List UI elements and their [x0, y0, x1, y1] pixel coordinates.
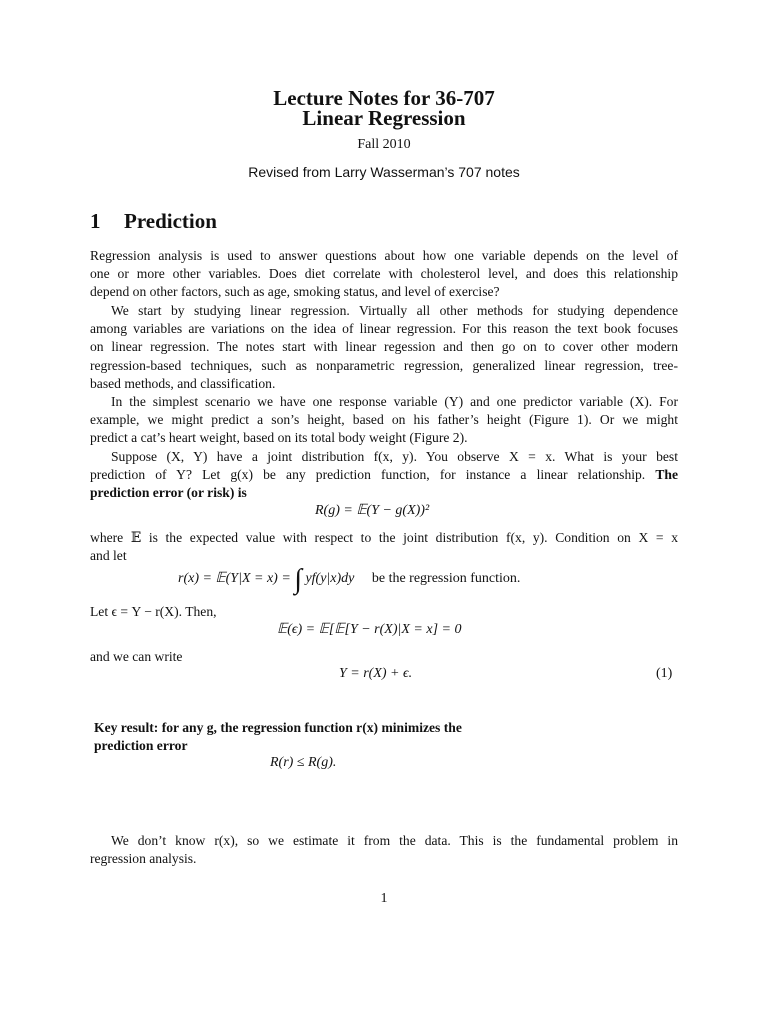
section-heading [90, 209, 217, 234]
paragraph-4 [90, 448, 678, 503]
text-line [90, 466, 678, 484]
equation-risk: R(g) = 𝔼(Y − g(X))² [315, 503, 430, 518]
text-line: predict a cat’s heart weight, based on its total body weight (Figure 2). [90, 430, 468, 446]
title-line-1: Lecture Notes for 36-707 [273, 86, 495, 110]
key-result-line-1: Key result: for any g, the regression function r(x) minimizes the [94, 720, 462, 735]
text-line: In the simplest scenario we have one response variable (Y) and one predictor variable (X). For [111, 394, 678, 409]
text-line: based methods, and classification. [90, 375, 276, 391]
section-title: Prediction [124, 209, 217, 233]
key-result [94, 719, 530, 755]
paragraph-7: and we can write [90, 649, 183, 664]
equation-model: Y = r(X) + ϵ. [339, 666, 413, 681]
text-line: on linear regression. The notes start with linear regession and then go on to cover other modern [90, 339, 678, 355]
text-line: We start by studying linear regression. Virtually all other methods for studying dependence [111, 303, 678, 318]
text-run: prediction of Y? Let g(x) be any prediction function, for instance a linear relationship. [90, 467, 646, 483]
text-line: one or more other variables. Does diet correlate with cholesterol level, and does this relationship [90, 266, 678, 282]
equation-integrand: yf(y|x)dy [305, 571, 355, 586]
equation-text: be the regression function. [371, 571, 521, 586]
bold-run: prediction error (or risk) is [90, 485, 247, 501]
paragraph-3 [90, 393, 678, 448]
text-line [90, 484, 678, 502]
equation-expectation: 𝔼(ϵ) = 𝔼[𝔼[Y − r(X)|X = x] = 0 [277, 622, 462, 637]
title-line-2: Linear Regression [302, 106, 466, 130]
text-line: among variables are variations on the idea of linear regression. For this reason the text book focuses [90, 321, 678, 337]
paragraph-8 [90, 832, 678, 868]
paragraph-1 [90, 247, 678, 302]
paragraph-2 [90, 302, 678, 393]
equation-regression-function [178, 564, 520, 596]
equation-number: (1) [656, 666, 673, 681]
text-line: regression-based techniques, such as nonparametric regression, generalized linear regression, tree- [90, 357, 678, 373]
text-line: example, we might predict a son’s height, based on his father’s height (Figure 1). Or we might [90, 412, 678, 428]
text-line: and let [90, 548, 127, 564]
page-number: 1 [380, 891, 388, 906]
text-line: Regression analysis is used to answer questions about how one variable depends on the level of [90, 248, 678, 263]
paragraph-6: Let ϵ = Y − r(X). Then, [90, 604, 217, 619]
text-line: We don’t know r(x), so we estimate it from the data. This is the fundamental problem in [111, 833, 678, 848]
text-line: regression analysis. [90, 851, 197, 867]
term: Fall 2010 [357, 137, 411, 152]
paragraph-5 [90, 529, 678, 565]
bold-run: The [655, 467, 679, 483]
text-line: Suppose (X, Y) have a joint distribution f(x, y). You observe X = x. What is your best [111, 449, 678, 464]
equation-lhs: r(x) = 𝔼(Y|X = x) = [178, 571, 291, 586]
integral-sign: ∫ [294, 564, 302, 595]
key-result-line-2: prediction error [94, 738, 188, 754]
equation-inequality: R(r) ≤ R(g). [270, 755, 337, 770]
text-line: depend on other factors, such as age, smoking status, and level of exercise? [90, 284, 500, 300]
revised-note: Revised from Larry Wasserman’s 707 notes [248, 164, 520, 180]
text-line: where 𝔼 is the expected value with respect to the joint distribution f(x, y). Condition on X = x [90, 530, 678, 545]
section-number: 1 [90, 209, 101, 233]
